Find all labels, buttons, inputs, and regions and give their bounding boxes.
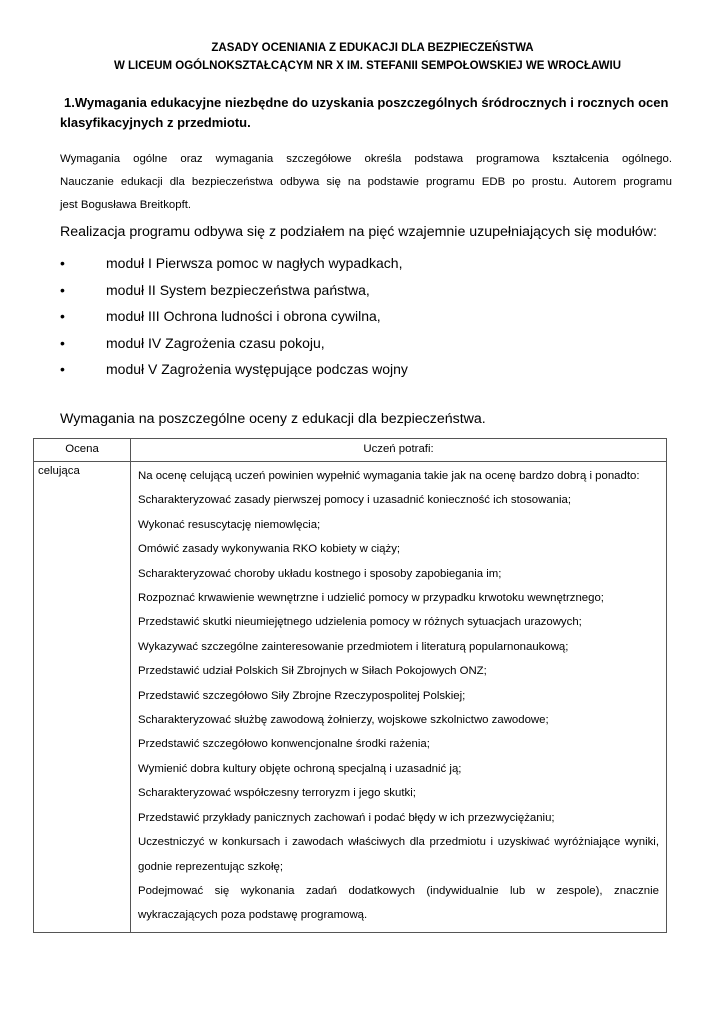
requirement-item: Omówić zasady wykonywania RKO kobiety w ciąży; — [138, 543, 401, 556]
paragraph-line-3: jest Bogusława Breitkopft. — [60, 199, 192, 211]
requirement-item: Przedstawić szczegółowo Siły Zbrojne Rzeczypospolitej Polskiej; — [138, 689, 466, 702]
requirement-item: Wykonać resuscytację niemowlęcia; — [138, 518, 321, 531]
column-header-skills: Uczeń potrafi: — [131, 439, 667, 462]
grade-cell: celująca — [34, 462, 131, 933]
requirements-heading: Wymagania na poszczególne oceny z edukacji dla bezpieczeństwa. — [60, 411, 486, 427]
requirement-item: Podejmować się wykonania zadań dodatkowych (indywidualnie lub w zespole), znacznie wykraczających poza podstawę programową. — [138, 884, 659, 922]
table-header-row — [34, 439, 667, 462]
requirement-item: Na ocenę celującą uczeń powinien wypełnić wymagania takie jak na ocenę bardzo dobrą i ponadto: — [138, 470, 640, 482]
requirement-item: Przedstawić udział Polskich Sił Zbrojnych w Siłach Pokojowych ONZ; — [138, 665, 487, 678]
requirement-item: Scharakteryzować zasady pierwszej pomocy i uzasadnić konieczność ich stosowania; — [138, 494, 572, 507]
requirement-item: Rozpoznać krwawienie wewnętrzne i udzielić pomocy w przypadku krwotoku wewnętrznego; — [138, 592, 604, 605]
requirement-item: Przedstawić przykłady panicznych zachowań i podać błędy w ich przezwyciężaniu; — [138, 811, 555, 824]
requirement-item: Scharakteryzować choroby układu kostnego i sposoby zapobiegania im; — [138, 567, 502, 580]
section-heading-line-1: 1.Wymagania edukacyjne niezbędne do uzyskania poszczególnych śródrocznych i rocznych ocen — [64, 95, 669, 110]
grades-table — [33, 438, 667, 933]
bullet-icon: • — [60, 281, 65, 298]
paragraph-line-1: Wymagania ogólne oraz wymagania szczegółowe określa podstawa programowa kształcenia ogólnego. — [60, 153, 672, 165]
bullet-icon: • — [60, 361, 65, 377]
section-heading — [60, 93, 670, 133]
document-title-line-1: ZASADY OCENIANIA Z EDUKACJI DLA BEZPIECZEŃSTWA — [211, 42, 534, 54]
requirement-item: Uczestniczyć w konkursach i zawodach właściwych dla przedmiotu i uzyskiwać wyróżniające wyniki, godnie reprezentując szkołę; — [138, 836, 659, 873]
bullet-icon: • — [60, 334, 65, 351]
paragraph-line-2: Nauczanie edukacji dla bezpieczeństwa odbywa się na podstawie programu EDB po prostu. Autorem programu — [60, 176, 672, 188]
program-paragraph — [60, 148, 672, 217]
modules-intro: Realizacja programu odbywa się z podziałem na pięć wzajemnie uzupełniających się modułów: — [60, 224, 657, 240]
column-header-grade: Ocena — [34, 439, 131, 462]
bullet-icon: • — [60, 308, 65, 324]
requirement-item: Wykazywać szczególne zainteresowanie przedmiotem i literaturą popularnonaukową; — [138, 640, 569, 653]
table-row — [34, 462, 667, 933]
requirement-item: Wymienić dobra kultury objęte ochroną specjalną i uzasadnić ją; — [138, 762, 462, 775]
document-title-line-2: W LICEUM OGÓLNOKSZTAŁCĄCYM NR X IM. STEFANII SEMPOŁOWSKIEJ WE WROCŁAWIU — [113, 60, 622, 72]
bullet-icon: • — [60, 255, 65, 271]
requirement-item: Przedstawić szczegółowo konwencjonalne środki rażenia; — [138, 738, 430, 751]
section-heading-line-2: klasyfikacyjnych z przedmiotu. — [60, 115, 251, 130]
requirement-item: Przedstawić skutki nieumiejętnego udzielenia pomocy w różnych sytuacjach urazowych; — [138, 616, 582, 629]
document-page: ZASADY OCENIANIA Z EDUKACJI DLA BEZPIECZEŃSTWA W LICEUM OGÓLNOKSZTAŁCĄCYM NR X IM. STEFANII SEMPOŁOWSKIEJ WE WROCŁAWIU 1.Wymagania edukacyjne niezbędne do uzyskania poszczególnych śródrocznych i rocznych ocen klasyfikacyjnych z przedmiotu. Wymagania ogólne oraz wymagania szczegółowe określa podstawa programowa kształcenia ogólnego. Nauczanie edukacji dla bezpieczeństwa odbywa się na podstawie programu EDB po prostu. Autorem programu jest Bogusława Breitkopft. Realizacja programu odbywa się z podziałem na pięć wzajemnie uzupełniających się modułów: • moduł I Pierwsza pomoc w nagłych wypadkach, • moduł II System bezpieczeństwa państwa, • moduł III Ochrona ludności i obrona cywilna, • moduł IV Zagrożenia czasu pokoju, • moduł V Zagrożenia występujące podczas wojny Wymagania na poszczególne oceny z edukacji dla bezpieczeństwa. Ocena Uczeń potrafi: celująca Na ocenę celującą uczeń powinien wypełnić wymagania takie jak na ocenę bardzo dobrą i ponadto: Scharakteryzować zasady pierwszej pomocy i uzasadnić konieczność ich stosowania; Wykonać resuscytację niemowlęcia; Omówić zasady wykonywania RKO kobiety w ciąży; Scharakteryzować choroby układu kostnego i sposoby zapobiegania im; Rozpoznać krwawienie wewnętrzne i udzielić pomocy w przypadku krwotoku wewnętrznego; Przedstawić skutki nieumiejętnego udzielenia pomocy w różnych sytuacjach urazowych; Wykazywać szczególne zainteresowanie przedmiotem i literaturą popularnonaukową; Przedstawić udział Polskich Sił Zbrojnych w Siłach Pokojowych ONZ; Przedstawić szczegółowo Siły Zbrojne Rzeczypospolitej Polskiej; Scharakteryzować służbę zawodową żołnierzy, wojskowe szkolnictwo zawodowe; Przedstawić szczegółowo konwencjonalne środki rażenia; Wymienić dobra kultury objęte ochroną specjalną i uzasadnić ją; Scharakteryzować współczesny terroryzm i jego skutki; Przedstawić przykłady panicznych zachowań i podać błędy w ich przezwyciężaniu; Uczestniczyć w konkursach i zawodach właściwych dla przedmiotu i uzyskiwać wyróżniające wyniki, godnie reprezentując szkołę; Podejmować się wykonania zadań dodatkowych (indywidualnie lub w zespole), znacznie wykraczających poza podstawę programową. — [0, 0, 725, 1024]
requirement-item: Scharakteryzować współczesny terroryzm i jego skutki; — [138, 787, 416, 800]
requirements-cell — [131, 462, 667, 933]
requirement-item: Scharakteryzować służbę zawodową żołnierzy, wojskowe szkolnictwo zawodowe; — [138, 714, 549, 727]
